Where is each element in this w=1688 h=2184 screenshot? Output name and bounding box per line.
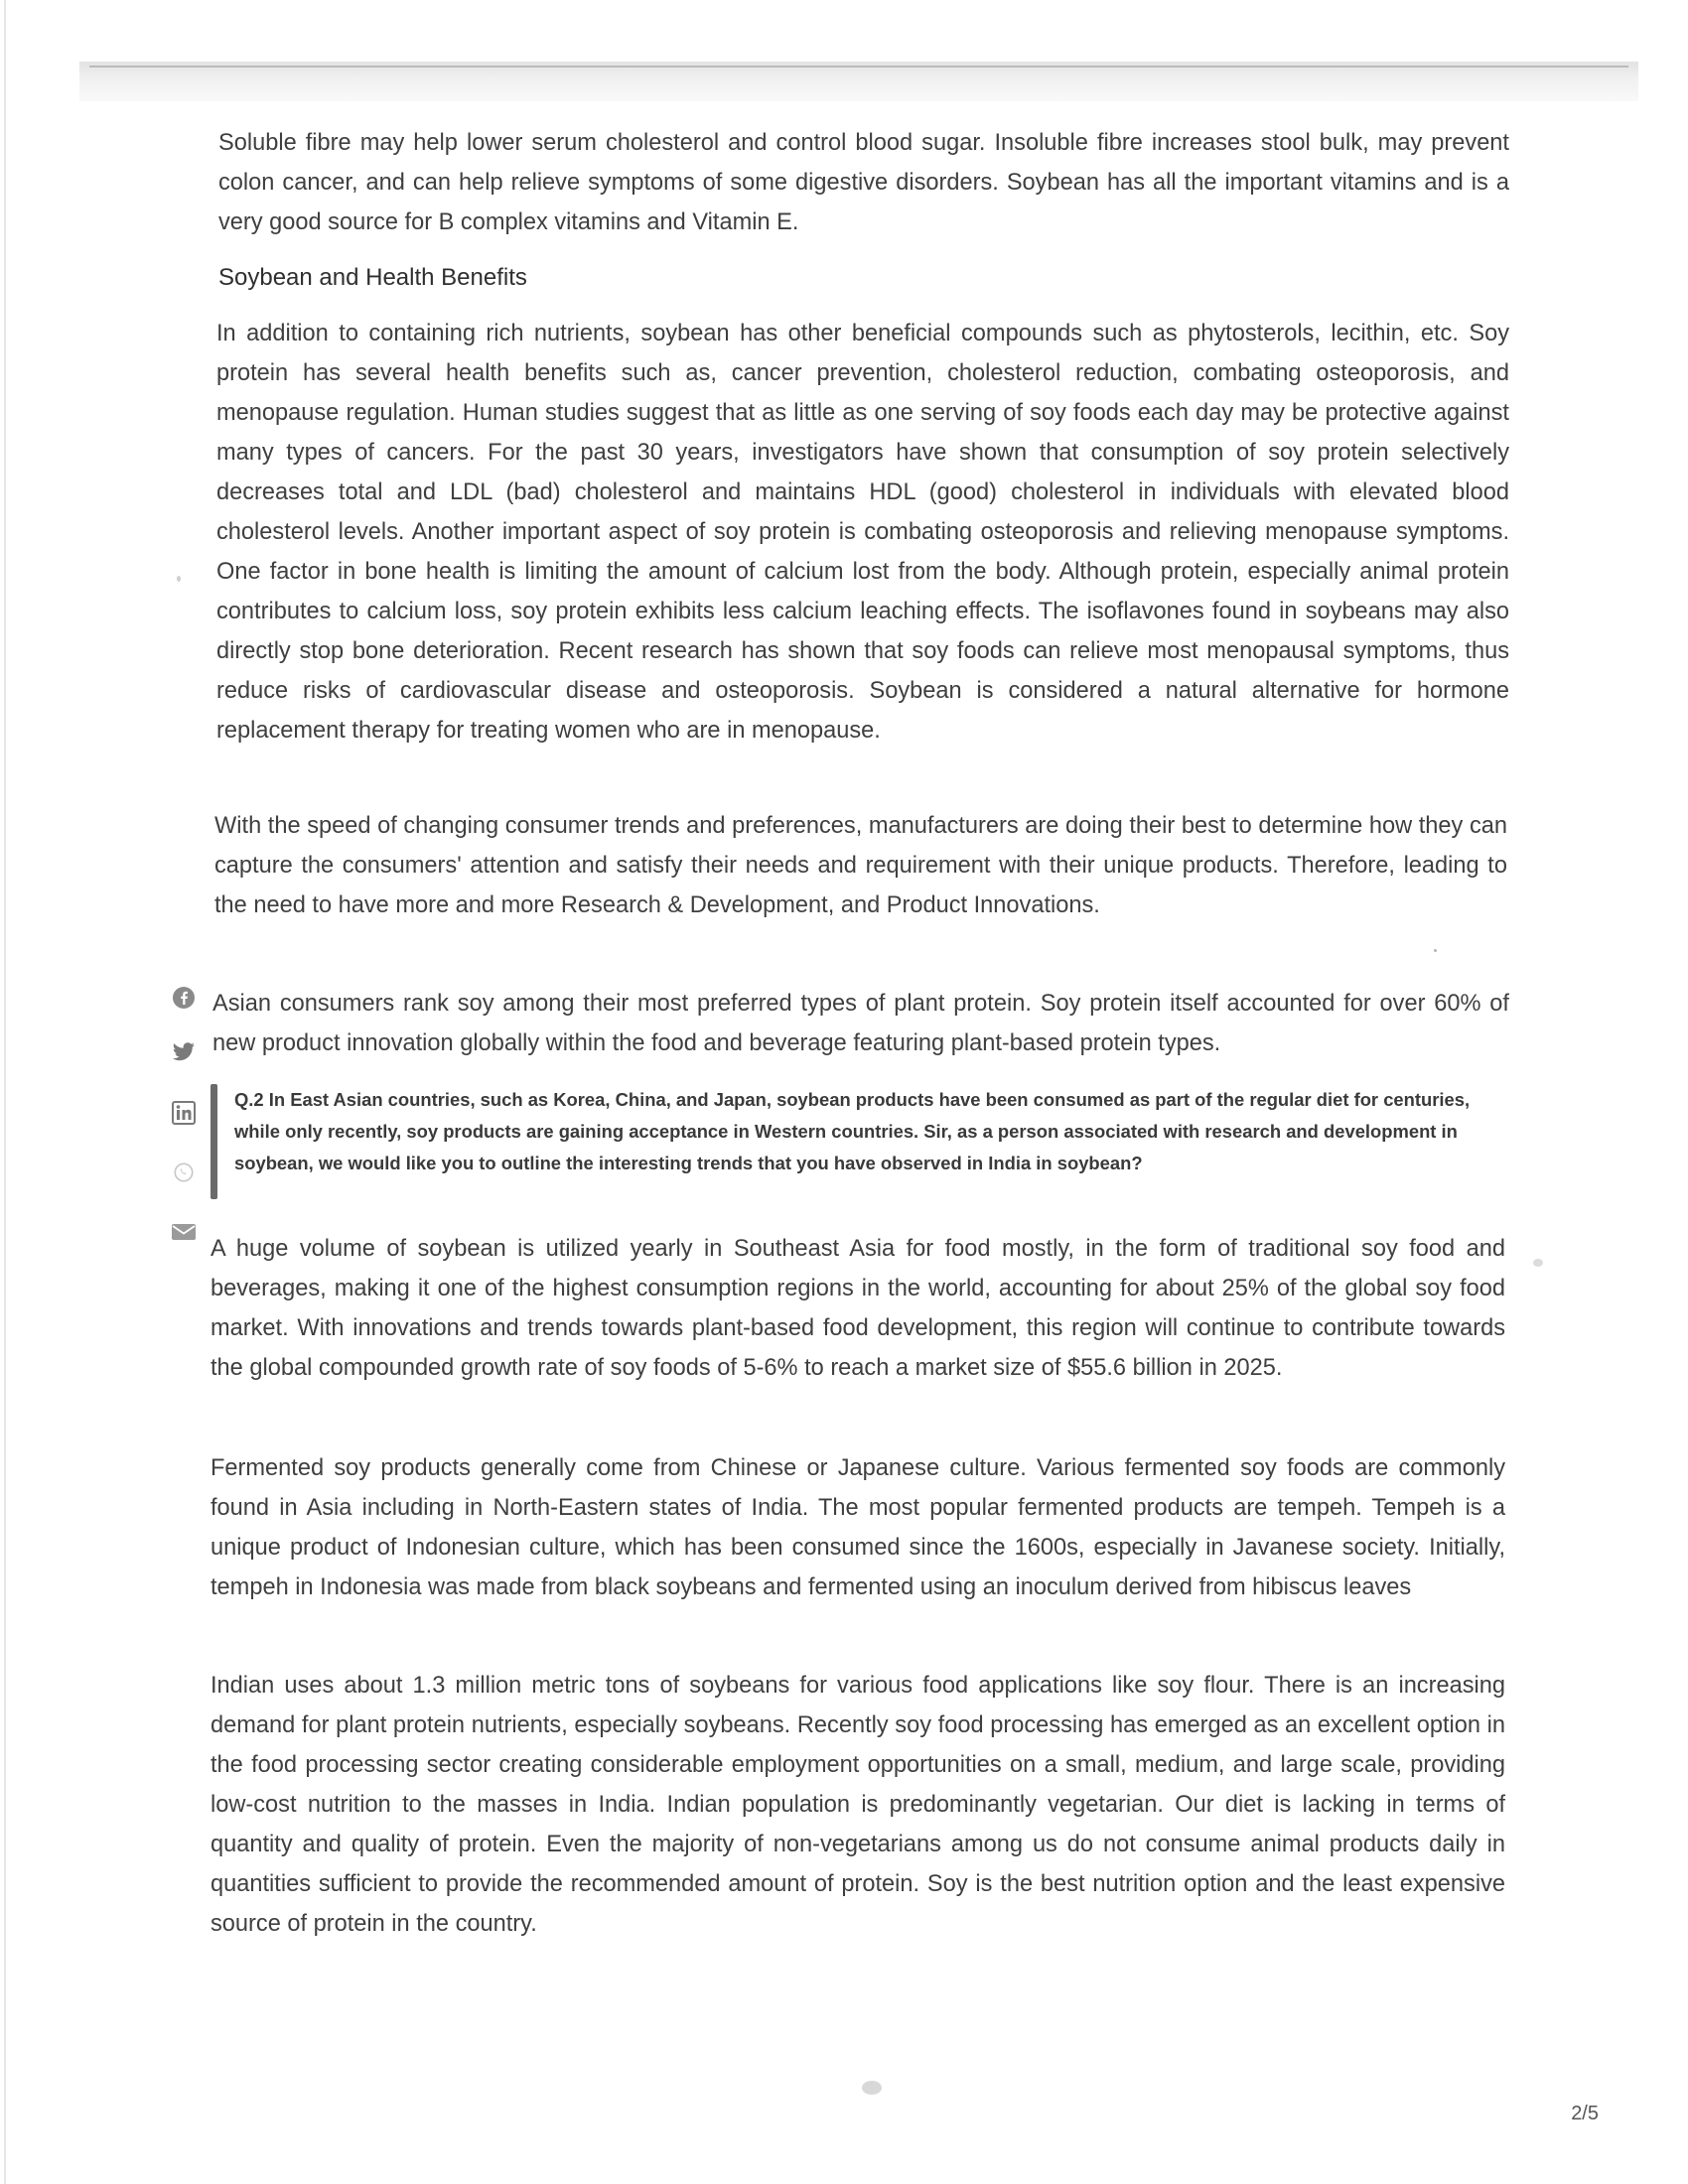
paragraph-southeast-asia: A huge volume of soybean is utilized yearly in Southeast Asia for food mostly, in the form of traditional soy food and beverages, making it one of the highest consumption regions in the world, accounting for about 25% of the global soy food market. With innovations and trends towards plant-based food development, this region will continue to contribute towards the global compounded growth rate of soy foods of 5-6% to reach a market size of $55.6 billion in 2025. [211, 1236, 1505, 1381]
paragraph-fibre: Soluble fibre may help lower serum cholesterol and control blood sugar. Insoluble fibre increases stool bulk, may prevent colon cancer, and can help relieve symptoms of some digestive disorders. Soybean has all the important vitamins and is a very good source for B complex vitamins and Vitamin E. [218, 130, 1509, 235]
paragraph-asian-consumers: Asian consumers rank soy among their most preferred types of plant protein. Soy protein itself accounted for over 60% of new product innovation globally within the food and beverage featuring plant-based protein types. [212, 991, 1509, 1056]
scan-speck [1434, 949, 1437, 952]
paragraph-health-benefits: In addition to containing rich nutrients, soybean has other beneficial compounds such as phytosterols, lecithin, etc. Soy protein has several health benefits such as, cancer prevention, cholesterol reduction, combating osteoporosis, and menopause regulation. Human studies suggest that as little as one serving of soy foods each day may be protective against many types of cancers. For the past 30 years, investigators have shown that consumption of soy protein selectively decreases total and LDL (bad) cholesterol and maintains HDL (good) cholesterol in individuals with elevated blood cholesterol levels. Another important aspect of soy protein is combating osteoporosis and relieving menopause symptoms. One factor in bone health is limiting the amount of calcium lost from the body. Although protein, especially animal protein contributes to calcium loss, soy protein exhibits less calcium leaching effects. The isoflavones found in soybeans may also directly stop bone deterioration. Recent research has shown that soy foods can relieve most menopausal symptoms, thus reduce risks of cardiovascular disease and osteoporosis. Soybean is considered a natural alternative for hormone replacement therapy for treating women who are in menopause. [216, 321, 1509, 744]
scan-header-line [89, 66, 1628, 68]
quote-bar [211, 1084, 217, 1199]
scan-header-artifact [79, 62, 1638, 101]
section-heading: Soybean and Health Benefits [218, 264, 527, 291]
scan-speck [862, 2081, 882, 2095]
whatsapp-icon[interactable] [171, 1160, 197, 1185]
paragraph-india-soy: Indian uses about 1.3 million metric tons of soybeans for various food applications like soy flour. There is an increasing demand for plant protein nutrients, especially soybeans. Recently soy food processing has emerged as an excellent option in the food processing sector creating considerable employment opportunities on a small, medium, and large scale, providing low-cost nutrition to the masses in India. Indian population is predominantly vegetarian. Our diet is lacking in terms of quantity and quality of protein. Even the majority of non-vegetarians among us do not consume animal products daily in quantities sufficient to provide the recommended amount of protein. Soy is the best nutrition option and the least expensive source of protein in the country. [211, 1673, 1505, 1937]
paragraph-fermented-soy: Fermented soy products generally come from Chinese or Japanese culture. Various fermented soy foods are commonly found in Asia including in North-Eastern states of India. The most popular fermented products are tempeh. Tempeh is a unique product of Indonesian culture, which has been consumed since the 1600s, especially in Javanese society. Initially, tempeh in Indonesia was made from black soybeans and fermented using an inoculum derived from hibiscus leaves [211, 1455, 1505, 1600]
interview-question-block [211, 1084, 1511, 1199]
email-icon[interactable] [171, 1219, 197, 1245]
interview-question: Q.2 In East Asian countries, such as Korea, China, and Japan, soybean products have been consumed as part of the regular diet for centuries, while only recently, soy products are gaining acceptance in Western countries. Sir, as a person associated with research and development in soybean, we would like you to outline the interesting trends that you have observed in India in soybean? [234, 1089, 1471, 1173]
scan-speck [1533, 1259, 1543, 1267]
scan-speck [177, 576, 181, 582]
paragraph-consumer-trends: With the speed of changing consumer trends and preferences, manufacturers are doing their best to determine how they can capture the consumers' attention and satisfy their needs and requirement with their unique products. Therefore, leading to the need to have more and more Research & Development, and Product Innovations. [214, 813, 1507, 918]
page-number: 2/5 [1571, 2103, 1599, 2124]
scan-left-edge [4, 0, 6, 2184]
facebook-icon[interactable] [171, 985, 197, 1011]
linkedin-icon[interactable] [171, 1100, 197, 1126]
twitter-icon[interactable] [171, 1039, 197, 1065]
